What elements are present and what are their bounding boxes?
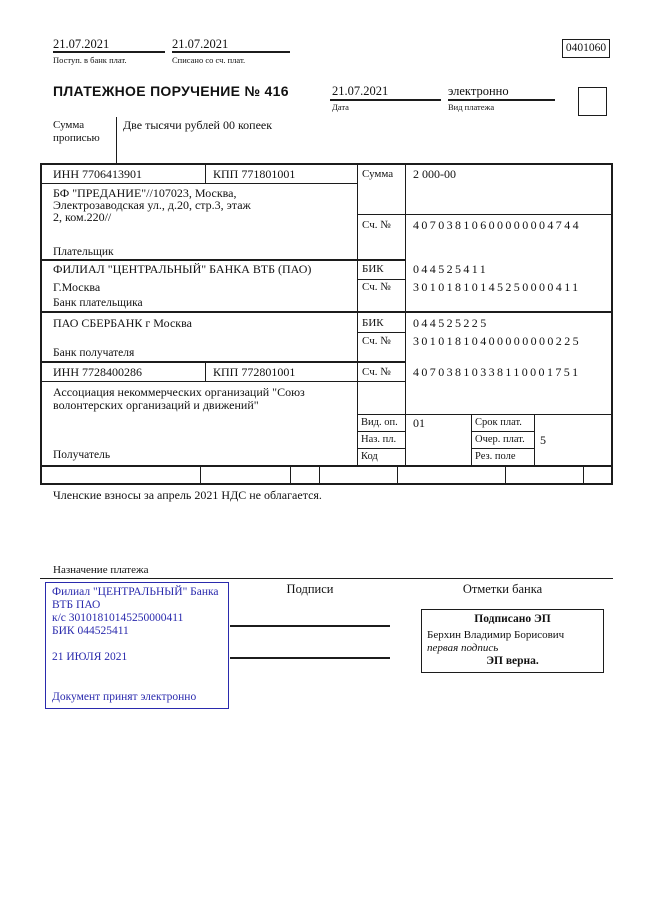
pay-name-label: Наз. пл. [361, 434, 397, 445]
signatures-title: Подписи [286, 582, 334, 596]
received-date-label: Поступ. в банк плат. [53, 55, 127, 65]
code-label: Код [361, 451, 378, 462]
beneficiary-bank-section-divider [40, 361, 405, 363]
debited-date-label: Списано со сч. плат. [172, 55, 246, 65]
esignature-verified: ЭП верна. [486, 655, 539, 667]
table-bottom-border [40, 465, 613, 467]
sum-value: 2 000-00 [413, 167, 456, 181]
esignature-signer: Берхин Владимир Борисович [427, 629, 565, 641]
beneficiary-bank-account-value: 30101810400000000225 [413, 334, 581, 348]
tax-row-divider-2 [290, 467, 291, 483]
op-row2-line-left [357, 448, 405, 449]
payer-name-line-1: БФ "ПРЕДАНИЕ"//107023, Москва, [53, 186, 237, 200]
beneficiary-bank-name: ПАО СБЕРБАНК г Москва [53, 316, 192, 330]
table-top-border [40, 163, 613, 165]
stamp-footer: Документ принят электронно [52, 691, 197, 703]
payer-account-label: Сч. № [362, 219, 391, 231]
tax-row-divider-5 [505, 467, 506, 483]
label-column-left-line [357, 165, 358, 465]
tax-row-divider-3 [319, 467, 320, 483]
payer-label: Плательщик [53, 246, 114, 258]
stamp-line-3: к/с 30101810145250000411 [52, 612, 184, 624]
payer-inn-kpp-divider [205, 165, 206, 183]
table-left-border [40, 163, 42, 484]
tax-row-divider-4 [397, 467, 398, 483]
beneficiary-bank-bik-cell-line [357, 332, 405, 333]
esignature-title: Подписано ЭП [474, 613, 551, 625]
purpose-label: Назначение платежа [53, 564, 149, 576]
amount-words-label-2: прописью [53, 132, 100, 144]
status-checkbox [578, 87, 607, 116]
tax-row-divider-6 [583, 467, 584, 483]
received-date-underline [53, 51, 165, 53]
payer-bank-bik-value: 044525411 [413, 262, 489, 276]
signature-line-2 [230, 657, 390, 659]
purpose-text: Членские взносы за апрель 2021 НДС не облагается. [53, 488, 322, 502]
payer-bank-bik-cell-line [357, 279, 405, 280]
op-label2-left-line [471, 414, 472, 465]
priority-label: Очер. плат. [475, 434, 525, 445]
amount-words-label-1: Сумма [53, 119, 85, 131]
payment-kind: электронно [448, 84, 509, 98]
payment-kind-label: Вид платежа [448, 102, 495, 112]
reserve-label: Рез. поле [475, 451, 516, 462]
beneficiary-label: Получатель [53, 449, 111, 461]
form-code: 0401060 [565, 42, 607, 54]
op-block-top-line [357, 414, 612, 415]
stamp-line-2: ВТБ ПАО [52, 599, 101, 611]
date-underline [330, 99, 441, 101]
beneficiary-bank-account-label: Сч. № [362, 335, 391, 347]
beneficiary-account-value: 40703810338110001751 [413, 365, 581, 379]
amount-words-divider [116, 117, 117, 165]
op-label2-right-line [534, 414, 535, 465]
payer-inn-row-underline [40, 183, 357, 184]
stamp-line-4: БИК 044525411 [52, 625, 129, 637]
beneficiary-bank-label: Банк получателя [53, 347, 135, 359]
signature-line-1 [230, 625, 390, 627]
date-label: Дата [332, 102, 349, 112]
beneficiary-inn-row-underline [40, 381, 405, 382]
payer-bank-name-line-1: ФИЛИАЛ "ЦЕНТРАЛЬНЫЙ" БАНКА ВТБ (ПАО) [53, 262, 312, 276]
beneficiary-name-line-2: волонтерских организаций и движений" [53, 398, 259, 412]
bank-marks-title: Отметки банка [462, 582, 543, 596]
stamp-date: 21 ИЮЛЯ 2021 [52, 651, 128, 663]
beneficiary-inn-kpp-divider [205, 362, 206, 381]
tax-row-bottom-line [40, 483, 613, 485]
tax-row-divider-1 [200, 467, 201, 483]
op-kind-value: 01 [413, 416, 425, 430]
document-title: ПЛАТЕЖНОЕ ПОРУЧЕНИЕ № 416 [53, 83, 289, 99]
op-kind-label: Вид. оп. [361, 417, 398, 428]
payer-account-value: 40703810600000004744 [413, 218, 581, 232]
beneficiary-name-line-1: Ассоциация некоммерческих организаций "Союз [53, 385, 305, 399]
payer-bank-account-label: Сч. № [362, 281, 391, 293]
document-date: 21.07.2021 [332, 84, 389, 98]
priority-value: 5 [540, 433, 546, 447]
payer-section-divider [40, 259, 405, 261]
stamp-line-1: Филиал "ЦЕНТРАЛЬНЫЙ" Банка [52, 586, 219, 598]
payer-name-line-3: 2, ком.220// [53, 210, 112, 224]
payer-name-line-2: Электрозаводская ул., д.20, стр.3, этаж [53, 198, 251, 212]
table-right-border [611, 163, 613, 484]
payer-bank-label: Банк плательщика [53, 297, 143, 309]
payer-bank-account-value: 30101810145250000411 [413, 280, 581, 294]
amount-words-value: Две тысячи рублей 00 копеек [123, 118, 273, 132]
beneficiary-account-label: Сч. № [362, 366, 391, 378]
beneficiary-kpp: КПП 772801001 [213, 365, 296, 379]
payer-bank-bik-label: БИК [362, 263, 384, 275]
op-row1-line-left [357, 431, 405, 432]
debited-date-underline [172, 51, 290, 53]
sum-row-underline [357, 214, 612, 215]
payer-inn: ИНН 7706413901 [53, 167, 142, 181]
received-date: 21.07.2021 [53, 37, 110, 51]
payment-kind-underline [448, 99, 555, 101]
payer-bank-name-line-2: Г.Москва [53, 280, 101, 294]
beneficiary-bank-bik-label: БИК [362, 317, 384, 329]
due-date-label: Срок плат. [475, 417, 522, 428]
beneficiary-bank-bik-value: 044525225 [413, 316, 489, 330]
beneficiary-inn: ИНН 7728400286 [53, 365, 142, 379]
op-row1-line-right [471, 431, 534, 432]
label-column-right-line [405, 165, 406, 465]
sum-label: Сумма [362, 168, 394, 180]
payer-kpp: КПП 771801001 [213, 167, 296, 181]
purpose-bottom-line [40, 578, 613, 579]
esignature-kind: первая подпись [427, 642, 499, 654]
debited-date: 21.07.2021 [172, 37, 229, 51]
op-row2-line-right [471, 448, 534, 449]
payer-bank-section-divider [40, 311, 612, 313]
